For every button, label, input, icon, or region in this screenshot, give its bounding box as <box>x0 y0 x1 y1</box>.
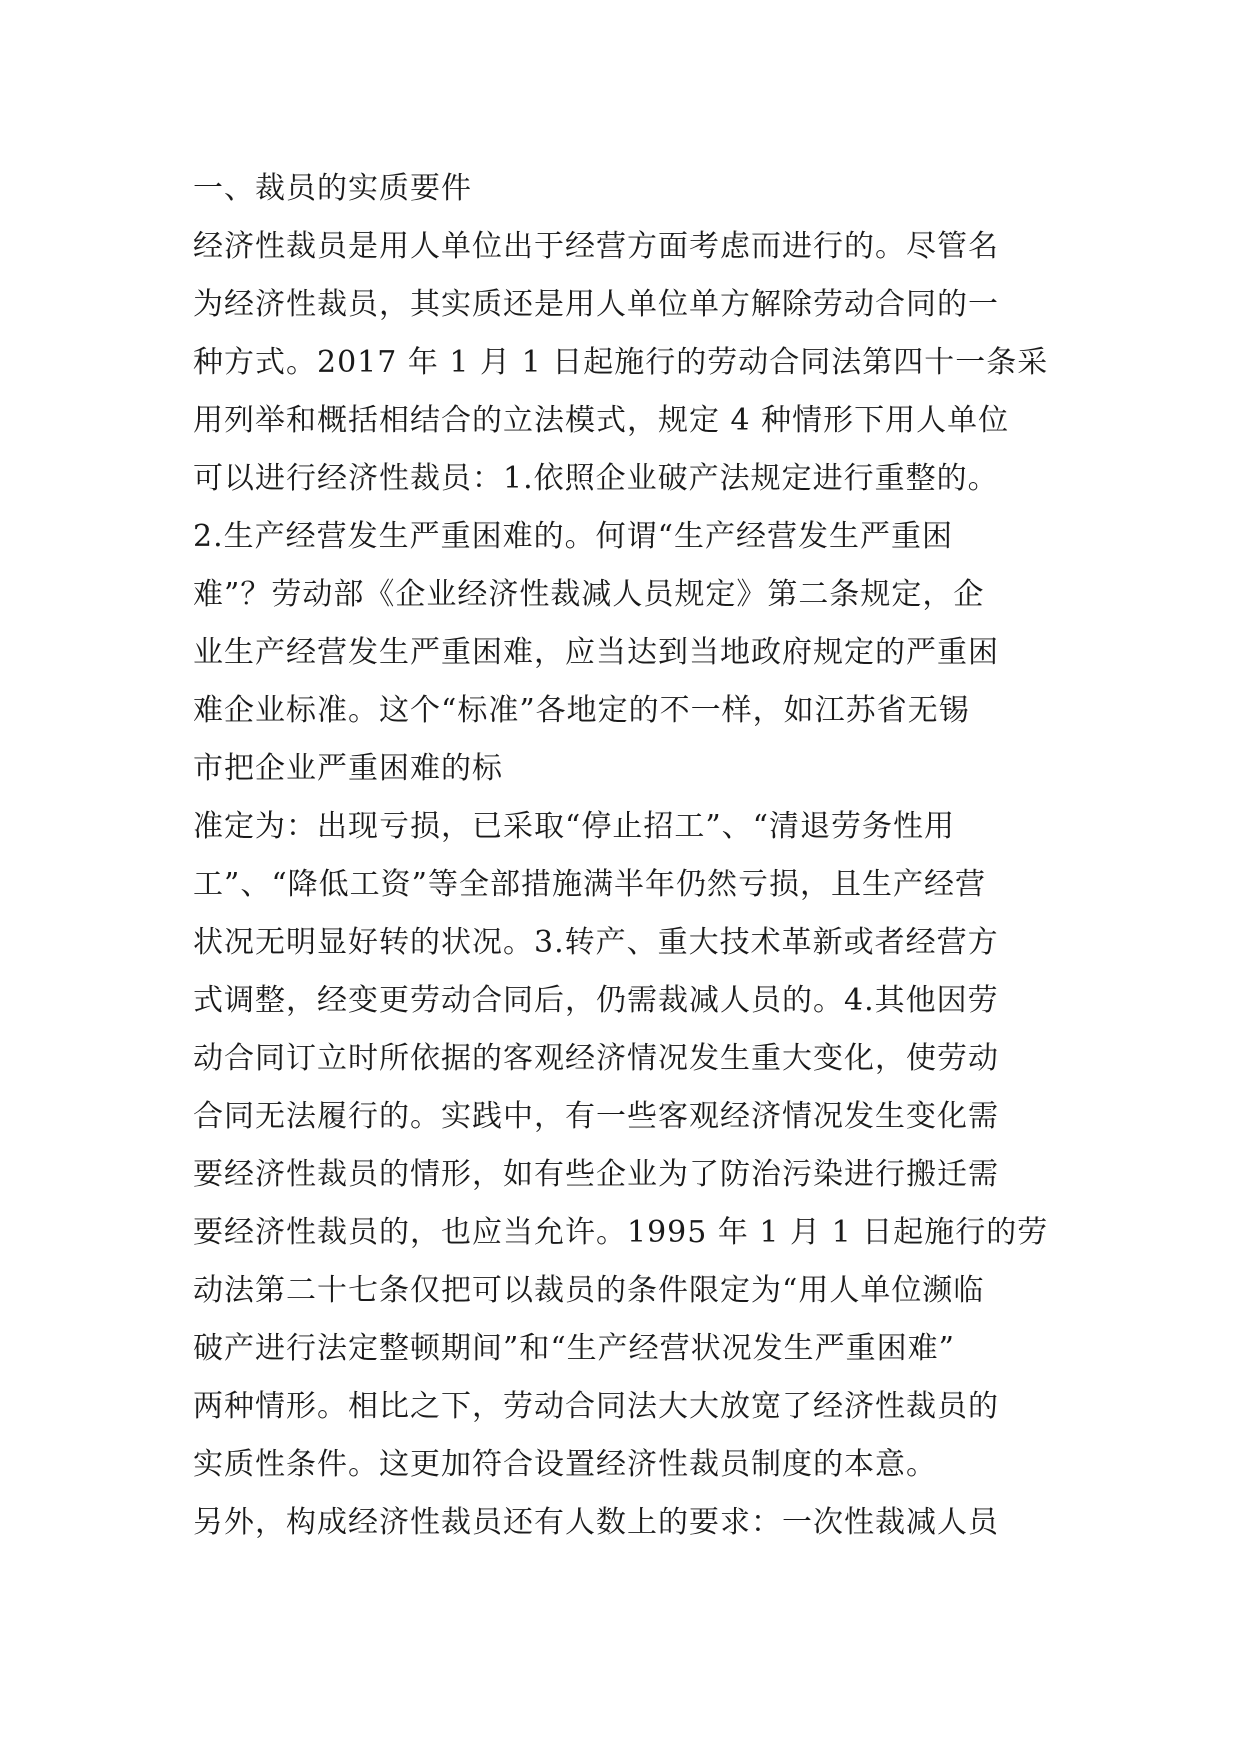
document-body <box>193 160 1073 1552</box>
text-line: 准定为：出现亏损，已采取“停止招工”、“清退劳务性用 <box>193 809 956 844</box>
text-line: 市把企业严重困难的标 <box>193 751 503 786</box>
text-line: 2.生产经营发生严重困难的。何谓“生产经营发生严重困 <box>193 519 953 554</box>
text-line: 要经济性裁员的，也应当允许。1995 年 1 月 1 日起施行的劳 <box>193 1215 1049 1250</box>
text-line: 式调整，经变更劳动合同后，仍需裁减人员的。4.其他因劳 <box>193 983 999 1018</box>
text-line: 破产进行法定整顿期间”和“生产经营状况发生严重困难” <box>193 1331 956 1366</box>
text-line: 经济性裁员是用人单位出于经营方面考虑而进行的。尽管名 <box>193 229 999 264</box>
text-line: 状况无明显好转的状况。3.转产、重大技术革新或者经营方 <box>193 925 999 960</box>
text-line: 合同无法履行的。实践中，有一些客观经济情况发生变化需 <box>193 1099 999 1134</box>
text-line: 动法第二十七条仅把可以裁员的条件限定为“用人单位濒临 <box>193 1273 985 1308</box>
text-line: 工”、“降低工资”等全部措施满半年仍然亏损，且生产经营 <box>193 867 987 902</box>
text-line: 实质性条件。这更加符合设置经济性裁员制度的本意。 <box>193 1447 937 1482</box>
text-line: 要经济性裁员的情形，如有些企业为了防治污染进行搬迁需 <box>193 1157 999 1192</box>
text-line: 可以进行经济性裁员：1.依照企业破产法规定进行重整的。 <box>193 461 999 496</box>
text-line: 两种情形。相比之下，劳动合同法大大放宽了经济性裁员的 <box>193 1389 999 1424</box>
text-line: 难企业标准。这个“标准”各地定的不一样，如江苏省无锡 <box>193 693 970 728</box>
text-line: 为经济性裁员，其实质还是用人单位单方解除劳动合同的一 <box>193 287 999 322</box>
text-line: 业生产经营发生严重困难，应当达到当地政府规定的严重困 <box>193 635 999 670</box>
text-line: 动合同订立时所依据的客观经济情况发生重大变化，使劳动 <box>193 1041 999 1076</box>
text-line: 另外，构成经济性裁员还有人数上的要求：一次性裁减人员 <box>193 1505 999 1540</box>
text-line: 难”？劳动部《企业经济性裁减人员规定》第二条规定，企 <box>193 577 985 612</box>
section-heading: 一、裁员的实质要件 <box>193 171 472 206</box>
text-line: 种方式。2017 年 1 月 1 日起施行的劳动合同法第四十一条采 <box>193 345 1049 380</box>
text-line: 用列举和概括相结合的立法模式，规定 4 种情形下用人单位 <box>193 403 1010 438</box>
